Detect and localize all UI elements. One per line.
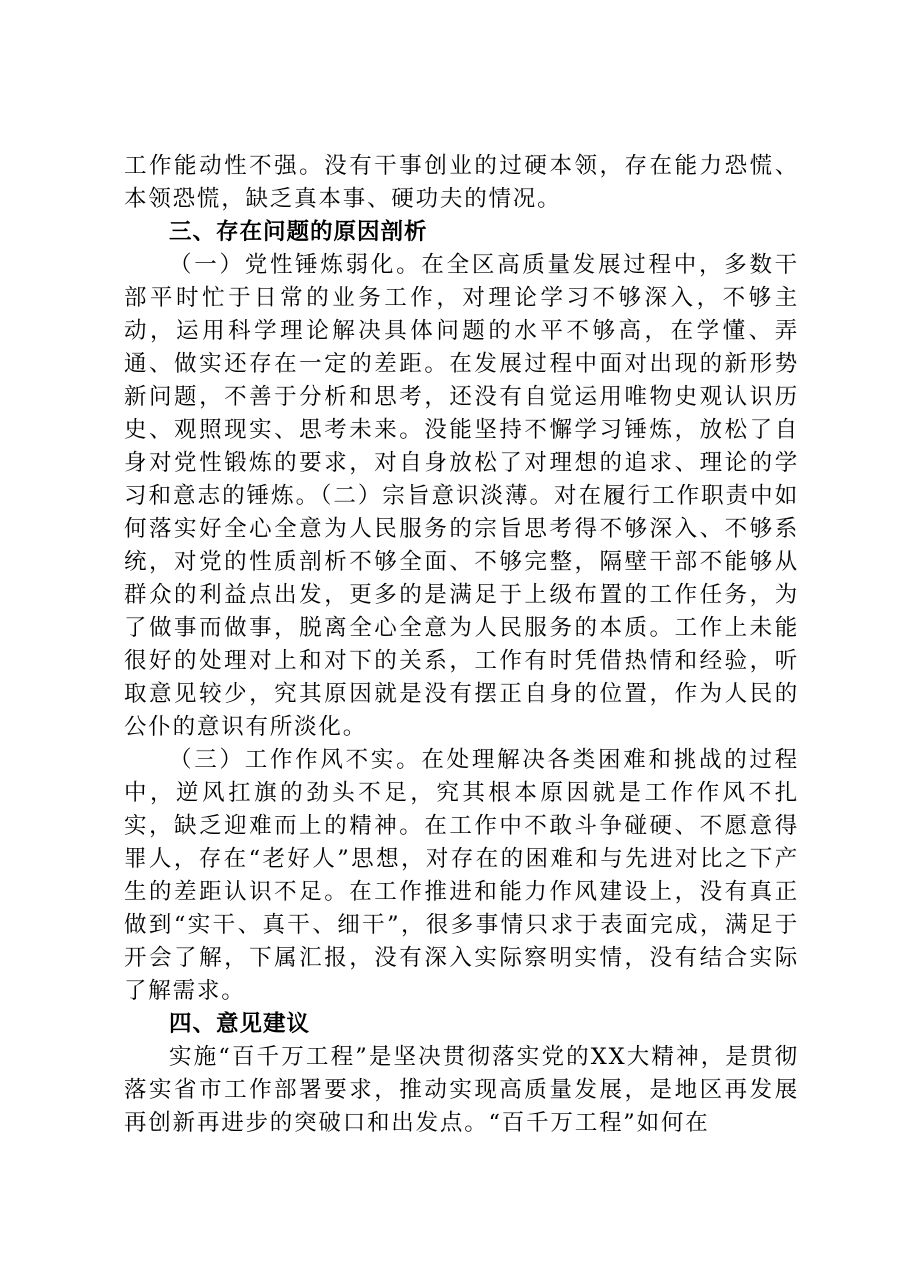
- paragraph-suggestions: 实施“百千万工程”是坚决贯彻落实党的XX大精神，是贯彻落实省市工作部署要求，推动实现高质量发展，是地区再发展再创新再进步的突破口和出发点。“百千万工程”如何在: [124, 1044, 799, 1136]
- paragraph-work-style: （三）工作作风不实。在处理解决各类困难和挑战的过程中，逆风扛旗的劲头不足，究其根本原因就是工作作风不扎实，缺乏迎难而上的精神。在工作中不敢斗争碰硬、不愿意得罪人，存在“老好人”思想，对存在的困难和与先进对比之下产生的差距认识不足。在工作推进和能力作风建设上，没有真正做到“实干、真干、细干”，很多事情只求于表面完成，满足于开会了解，下属汇报，没有深入实际察明实情，没有结合实际了解需求。: [124, 747, 799, 1004]
- document-body: [124, 150, 799, 1140]
- paragraph-continuation: 工作能动性不强。没有干事创业的过硬本领，存在能力恐慌、本领恐慌，缺乏真本事、硬功夫的情况。: [124, 153, 799, 212]
- section-heading-4: 四、意见建议: [169, 1011, 311, 1037]
- section-heading-3: 三、存在问题的原因剖析: [169, 219, 428, 245]
- paragraph-party-spirit: （一）党性锤炼弱化。在全区高质量发展过程中，多数干部平时忙于日常的业务工作，对理论学习不够深入，不够主动，运用科学理论解决具体问题的水平不够高，在学懂、弄通、做实还存在一定的差距。在发展过程中面对出现的新形势新问题，不善于分析和思考，还没有自觉运用唯物史观认识历史、观照现实、思考未来。没能坚持不懈学习锤炼，放松了自身对党性锻炼的要求，对自身放松了对理想的追求、理论的学习和意志的锤炼。（二）宗旨意识淡薄。对在履行工作职责中如何落实好全心全意为人民服务的宗旨思考得不够深入、不够系统，对党的性质剖析不够全面、不够完整，隔壁干部不能够从群众的利益点出发，更多的是满足于上级布置的工作任务，为了做事而做事，脱离全心全意为人民服务的本质。工作上未能很好的处理对上和对下的关系，工作有时凭借热情和经验，听取意见较少，究其原因就是没有摆正自身的位置，作为人民的公仆的意识有所淡化。: [124, 252, 799, 740]
